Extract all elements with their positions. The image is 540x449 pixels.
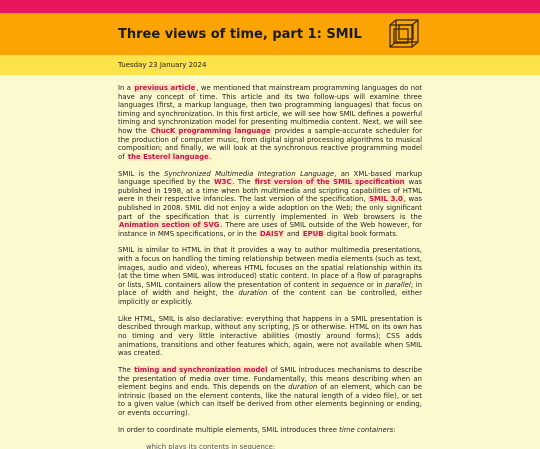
- text: and: [284, 229, 302, 238]
- link-w3c[interactable]: W3C: [214, 178, 232, 187]
- list-item: which plays its contents in sequence;: [146, 442, 276, 449]
- paragraph-declarative: [118, 315, 422, 358]
- site-header: [0, 13, 540, 55]
- text: SMIL is similar to HTML in that it provides a way to author multimedia presentations, with a focus on handling the timing relationship between media elements (such as text, images, audio and video), whereas HTML focuses on the spatial relationship within its (at the time when SMIL was introduced) static content. In place of a flow of paragraphs or lists, SMIL containers allow the presentation of content in: [118, 246, 422, 289]
- text: . The: [232, 178, 254, 187]
- paragraph-timing-model: [118, 366, 422, 418]
- emphasis: duration: [238, 289, 268, 298]
- post-date: Tuesday 23 January 2024: [0, 55, 540, 75]
- text: . There are uses of SMIL outside of the Web however, for instance in MMS specifications, or in the: [118, 221, 422, 238]
- text: :: [393, 425, 396, 434]
- text: was published in 1998, at a time when both multimedia and scripting capabilities of HTML were in their respective infancies. The last version of the specification,: [118, 178, 423, 204]
- cube-logo-icon[interactable]: [388, 18, 420, 50]
- link-smil-3[interactable]: SMIL 3.0: [369, 195, 403, 204]
- text: or in: [364, 280, 386, 289]
- text: digital book formats.: [324, 229, 399, 238]
- link-epub[interactable]: EPUB: [302, 229, 324, 238]
- link-chuck[interactable]: ChucK programming language: [150, 126, 271, 135]
- text: Like HTML, SMIL is also declarative: everything that happens in a SMIL presentation is described through markup, without any scripting, JS or otherwise. HTML on its own has no timing and very little interactive abilities (mostly around forms); CSS adds animations, transitions and other features which, again, were not available when SMIL was created.: [118, 314, 422, 358]
- link-previous-article[interactable]: previous article: [134, 84, 196, 92]
- page-title: Three views of time, part 1: SMIL: [118, 26, 362, 42]
- paragraph-smil-vs-html: [118, 246, 422, 306]
- text: .: [209, 152, 212, 161]
- link-smil-first-version[interactable]: first version of the SMIL specification: [254, 178, 405, 187]
- text: provides a sample-accurate scheduler for the production of computer music, from digital signal processing algorithms to musical composition; and finally, we will look at the synchronous reactive programming model of: [118, 126, 422, 161]
- text: of the content can be controlled, either implicitly or explicitly.: [118, 289, 422, 307]
- link-svg-animation[interactable]: Animation section of SVG: [119, 221, 220, 230]
- emphasis: duration: [288, 383, 318, 392]
- paragraph-time-containers: [118, 426, 422, 435]
- text: , an XML-based markup language specified by the: [118, 169, 423, 187]
- text: ; in place of width and height, the: [118, 280, 422, 298]
- emphasis: Synchronized Multimedia Integration Language: [164, 169, 335, 178]
- link-timing-model[interactable]: timing and synchronization model: [134, 365, 268, 374]
- text: In a: [118, 84, 134, 92]
- emphasis: sequence: [331, 280, 365, 289]
- top-accent-bar: [0, 0, 540, 13]
- text: , was published in 2008. SMIL did not enjoy a wide adoption on the Web; the only significant part of the specification that is currently implemented in Web browsers is the: [118, 195, 422, 221]
- paragraph-intro: [118, 84, 422, 161]
- text: The: [118, 365, 134, 374]
- emphasis: time containers: [339, 425, 394, 434]
- link-daisy[interactable]: DAISY: [259, 229, 284, 238]
- text: of an element, which can be intrinsic (based on the element contents, like the natural length of a video file), or set to a given value (which can itself be derived from other elements beginning or ending, or events occurring).: [118, 383, 422, 417]
- text: of SMIL introduces mechanisms to describe the presentation of media over time. Fundamentally, this means describing when an element begins and ends. This depends on the: [118, 365, 422, 392]
- link-esterel[interactable]: the Esterel language: [127, 152, 209, 161]
- text: SMIL is the: [118, 169, 165, 178]
- article-body: [118, 75, 422, 449]
- emphasis: parallel: [385, 280, 411, 289]
- paragraph-smil-definition: [118, 170, 422, 239]
- text: , we mentioned that mainstream programming languages do not have any concept of time. This article and its two follow-ups will examine three languages (first, a markup language, then two programming languages) that focus on timing and synchronization. In this first article, we will see how SMIL defines a powerful timing and synchronization model for presenting multimedia content. Next, we will see how the: [118, 84, 422, 135]
- text: In order to coordinate multiple elements, SMIL introduces three: [118, 425, 340, 434]
